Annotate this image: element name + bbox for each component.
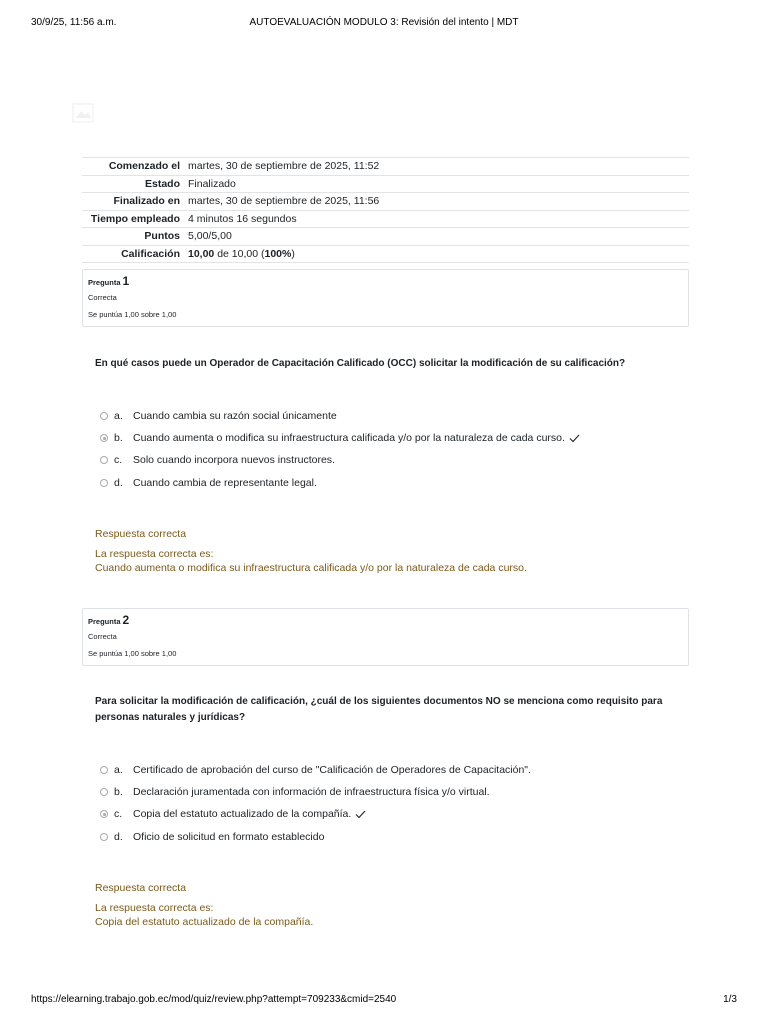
print-header	[31, 17, 737, 31]
feedback-status: Respuesta correcta	[95, 528, 187, 540]
option-text: Cuando aumenta o modifica su infraestructura calificada y/o por la naturaleza de cada curso.	[133, 432, 565, 444]
summary-value: martes, 30 de septiembre de 2025, 11:56	[188, 195, 380, 208]
question-number-value: 1	[122, 274, 130, 288]
radio-button-selected[interactable]	[100, 810, 108, 818]
option-letter: c.	[114, 454, 123, 466]
answer-option[interactable]	[100, 784, 490, 800]
feedback-intro: La respuesta correcta es:	[95, 902, 214, 914]
answer-option[interactable]	[100, 452, 335, 468]
question-number	[88, 613, 129, 627]
question-label: Pregunta	[88, 617, 121, 626]
grade-close: )	[291, 247, 295, 260]
summary-value	[188, 245, 689, 263]
question-grade: Se puntúa 1,00 sobre 1,00	[88, 310, 177, 319]
question-info-box	[82, 269, 689, 327]
print-datetime: 30/9/25, 11:56 a.m.	[31, 17, 117, 28]
feedback-status: Respuesta correcta	[95, 882, 187, 894]
option-text: Copia del estatuto actualizado de la compañía.	[133, 808, 352, 820]
answer-option[interactable]	[100, 475, 317, 491]
summary-value: martes, 30 de septiembre de 2025, 11:52	[188, 160, 380, 173]
option-text: Certificado de aprobación del curso de "Calificación de Operadores de Capacitación".	[133, 764, 531, 776]
grade-score: 10,00	[188, 247, 215, 260]
summary-label: Comenzado el	[108, 160, 180, 173]
question-grade: Se puntúa 1,00 sobre 1,00	[88, 649, 177, 658]
question-number-value: 2	[122, 613, 130, 627]
attempt-summary-table	[82, 157, 689, 263]
option-letter: c.	[114, 808, 123, 820]
grade-percent: 100%	[264, 247, 292, 260]
option-letter: d.	[114, 477, 123, 489]
radio-button[interactable]	[100, 788, 108, 796]
summary-label: Tiempo empleado	[90, 212, 180, 225]
option-letter: a.	[114, 764, 123, 776]
feedback-answer: Copia del estatuto actualizado de la compañía.	[95, 916, 314, 928]
print-footer	[31, 994, 737, 1008]
summary-row-finished	[82, 193, 689, 211]
question-info-box	[82, 608, 689, 666]
summary-row-started	[82, 158, 689, 176]
site-logo-icon	[72, 103, 94, 123]
option-text: Cuando cambia su razón social únicamente	[133, 410, 337, 422]
radio-button-selected[interactable]	[100, 434, 108, 442]
question-state: Correcta	[88, 293, 117, 302]
option-letter: a.	[114, 410, 123, 422]
print-url: https://elearning.trabajo.gob.ec/mod/quiz/review.php?attempt=709233&cmid=2540	[31, 994, 397, 1005]
print-page-number: 1/3	[723, 994, 737, 1005]
radio-button[interactable]	[100, 479, 108, 487]
question-label: Pregunta	[88, 278, 121, 287]
answer-option[interactable]	[100, 408, 337, 424]
radio-button[interactable]	[100, 833, 108, 841]
feedback-answer: Cuando aumenta o modifica su infraestructura calificada y/o por la naturaleza de cada curso.	[95, 562, 527, 574]
summary-label: Finalizado en	[113, 195, 180, 208]
answer-option[interactable]	[100, 762, 531, 778]
answer-option[interactable]	[100, 430, 580, 446]
option-text: Oficio de solicitud en formato establecido	[133, 831, 325, 843]
print-page-title: AUTOEVALUACIÓN MODULO 3: Revisión del intento | MDT	[249, 17, 519, 28]
option-letter: d.	[114, 831, 123, 843]
checkmark-icon	[355, 810, 366, 819]
summary-label: Estado	[144, 177, 180, 190]
summary-row-state	[82, 175, 689, 193]
question-number	[88, 274, 129, 288]
option-letter: b.	[114, 786, 123, 798]
feedback-intro: La respuesta correcta es:	[95, 548, 214, 560]
summary-label: Puntos	[144, 230, 180, 243]
option-text: Declaración juramentada con información de infraestructura física y/o virtual.	[133, 786, 490, 798]
summary-value: Finalizado	[188, 177, 236, 190]
question-state: Correcta	[88, 632, 117, 641]
summary-row-time	[82, 210, 689, 228]
summary-row-grade	[82, 245, 689, 263]
radio-button[interactable]	[100, 766, 108, 774]
summary-label: Calificación	[121, 247, 180, 260]
option-letter: b.	[114, 432, 123, 444]
option-text: Cuando cambia de representante legal.	[133, 477, 317, 489]
summary-value: 4 minutos 16 segundos	[188, 212, 297, 225]
radio-button[interactable]	[100, 412, 108, 420]
checkmark-icon	[569, 434, 580, 443]
question-text: Para solicitar la modificación de calificación, ¿cuál de los siguientes documentos NO se menciona como requisito para personas naturales y jurídicas?	[95, 696, 663, 723]
radio-button[interactable]	[100, 456, 108, 464]
grade-of: de 10,00 (	[214, 247, 265, 260]
option-text: Solo cuando incorpora nuevos instructores.	[133, 454, 335, 466]
summary-row-points	[82, 228, 689, 246]
question-text: En qué casos puede un Operador de Capacitación Calificado (OCC) solicitar la modificación de su calificación?	[95, 358, 626, 369]
answer-option[interactable]	[100, 829, 324, 845]
answer-option[interactable]	[100, 806, 366, 822]
summary-value: 5,00/5,00	[188, 230, 232, 243]
